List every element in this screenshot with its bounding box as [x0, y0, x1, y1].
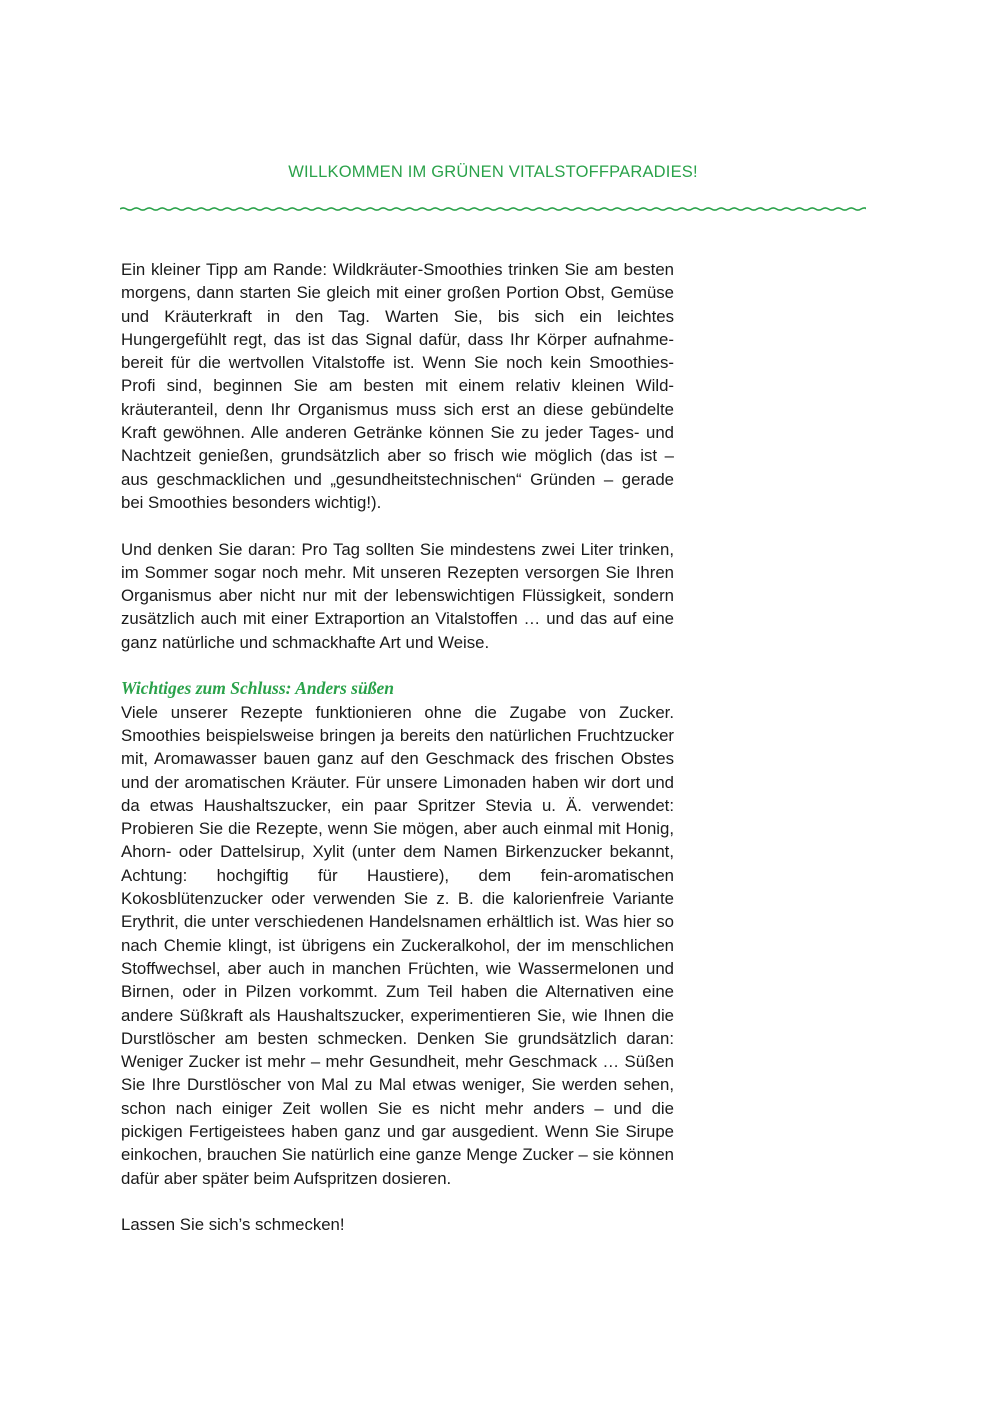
running-title: WILLKOMMEN IM GRÜNEN VITALSTOFFPARADIES!	[288, 163, 698, 181]
wavy-divider-line	[120, 208, 866, 210]
section-heading: Wichtiges zum Schluss: Anders süßen	[121, 678, 394, 699]
paragraph-daily-intake: Und denken Sie daran: Pro Tag sollten Sie mindestens zwei Liter trinken, im Sommer sogar noch mehr. Mit unseren Rezepten versorgen Sie Ihren Organismus aber nicht nur mit der lebenswichtigen Flüssigkeit, sondern zusätzlich auch mit einer Extraportion an Vitalstoffen … und das auf eine ganz natürliche und schmackhafte Art und Weise.	[121, 539, 674, 652]
body-text	[121, 258, 674, 1236]
closing-line: Lassen Sie sich’s schmecken!	[121, 1215, 345, 1235]
paragraph-smoothie-tip: Ein kleiner Tipp am Rande: Wildkräuter-Smoothies trinken Sie am besten morgens, dann starten Sie gleich mit einer großen Portion Obst, Gemüse und Kräuterkraft in den Tag. Warten Sie, bis sich ein leichtes Hungergefühlt regt, das ist das Signal dafür, dass Ihr Körper aufnahmebereit für die wertvollen Vitalstoffe ist. Wenn Sie noch kein Smoothies-Profi sind, beginnen Sie am besten mit einem relativ kleinen Wildkräuteranteil, denn Ihr Organismus muss sich erst an diese gebündelte Kraft gewöhnen. Alle anderen Getränke können Sie zu jeder Tages- und Nachtzeit genießen, grundsätzlich aber so frisch wie möglich (das ist – aus geschmacklichen und „gesundheitstechnischen“ Gründen – gerade bei Smoothies besonders wichtig!).	[121, 260, 674, 512]
paragraph-sweetening: Viele unserer Rezepte funktionieren ohne die Zugabe von Zucker. Smoothies beispielsweise bringen ja bereits den natürlichen Fruchtzucker mit, Aromawasser bauen ganz auf den Geschmack des frischen Obstes und der aromatischen Kräuter. Für unsere Limonaden haben wir dort und da etwas Haushaltszucker, ein paar Spritzer Stevia u. Ä. verwendet: Probieren Sie die Rezepte, wenn Sie mögen, aber auch einmal mit Honig, Ahorn- oder Dattelsirup, Xylit (unter dem Namen Birkenzucker bekannt, Achtung: hochgiftig für Haustiere), dem fein-aromatischen Kokosblütenzucker oder verwenden Sie z. B. die kalorienfreie Variante Erythrit, die unter verschiedenen Handelsnamen erhältlich ist. Was hier so nach Chemie klingt, ist übrigens ein Zuckeralkohol, der im menschlichen Stoffwechsel, aber auch in manchen Früchten, wie Wassermelonen und Birnen, oder in Pilzen vorkommt. Zum Teil haben die Alternativen eine andere Süßkraft als Haushaltszucker, experimentieren Sie, wie Ihnen die Durstlöscher am besten schmecken. Denken Sie grundsätzlich daran: Weniger Zucker ist mehr – mehr Gesundheit, mehr Geschmack … Süßen Sie Ihre Durstlöscher von Mal zu Mal etwas weniger, Sie werden sehen, schon nach einiger Zeit wollen Sie es nicht mehr anders – und die pickigen Fertigeistees haben ganz und gar ausgedient. Wenn Sie Sirupe einkochen, brauchen Sie natürlich eine ganze Menge Zucker – sie können dafür aber später beim Aufspritzen dosieren.	[121, 702, 674, 1188]
wavy-divider	[120, 202, 866, 216]
